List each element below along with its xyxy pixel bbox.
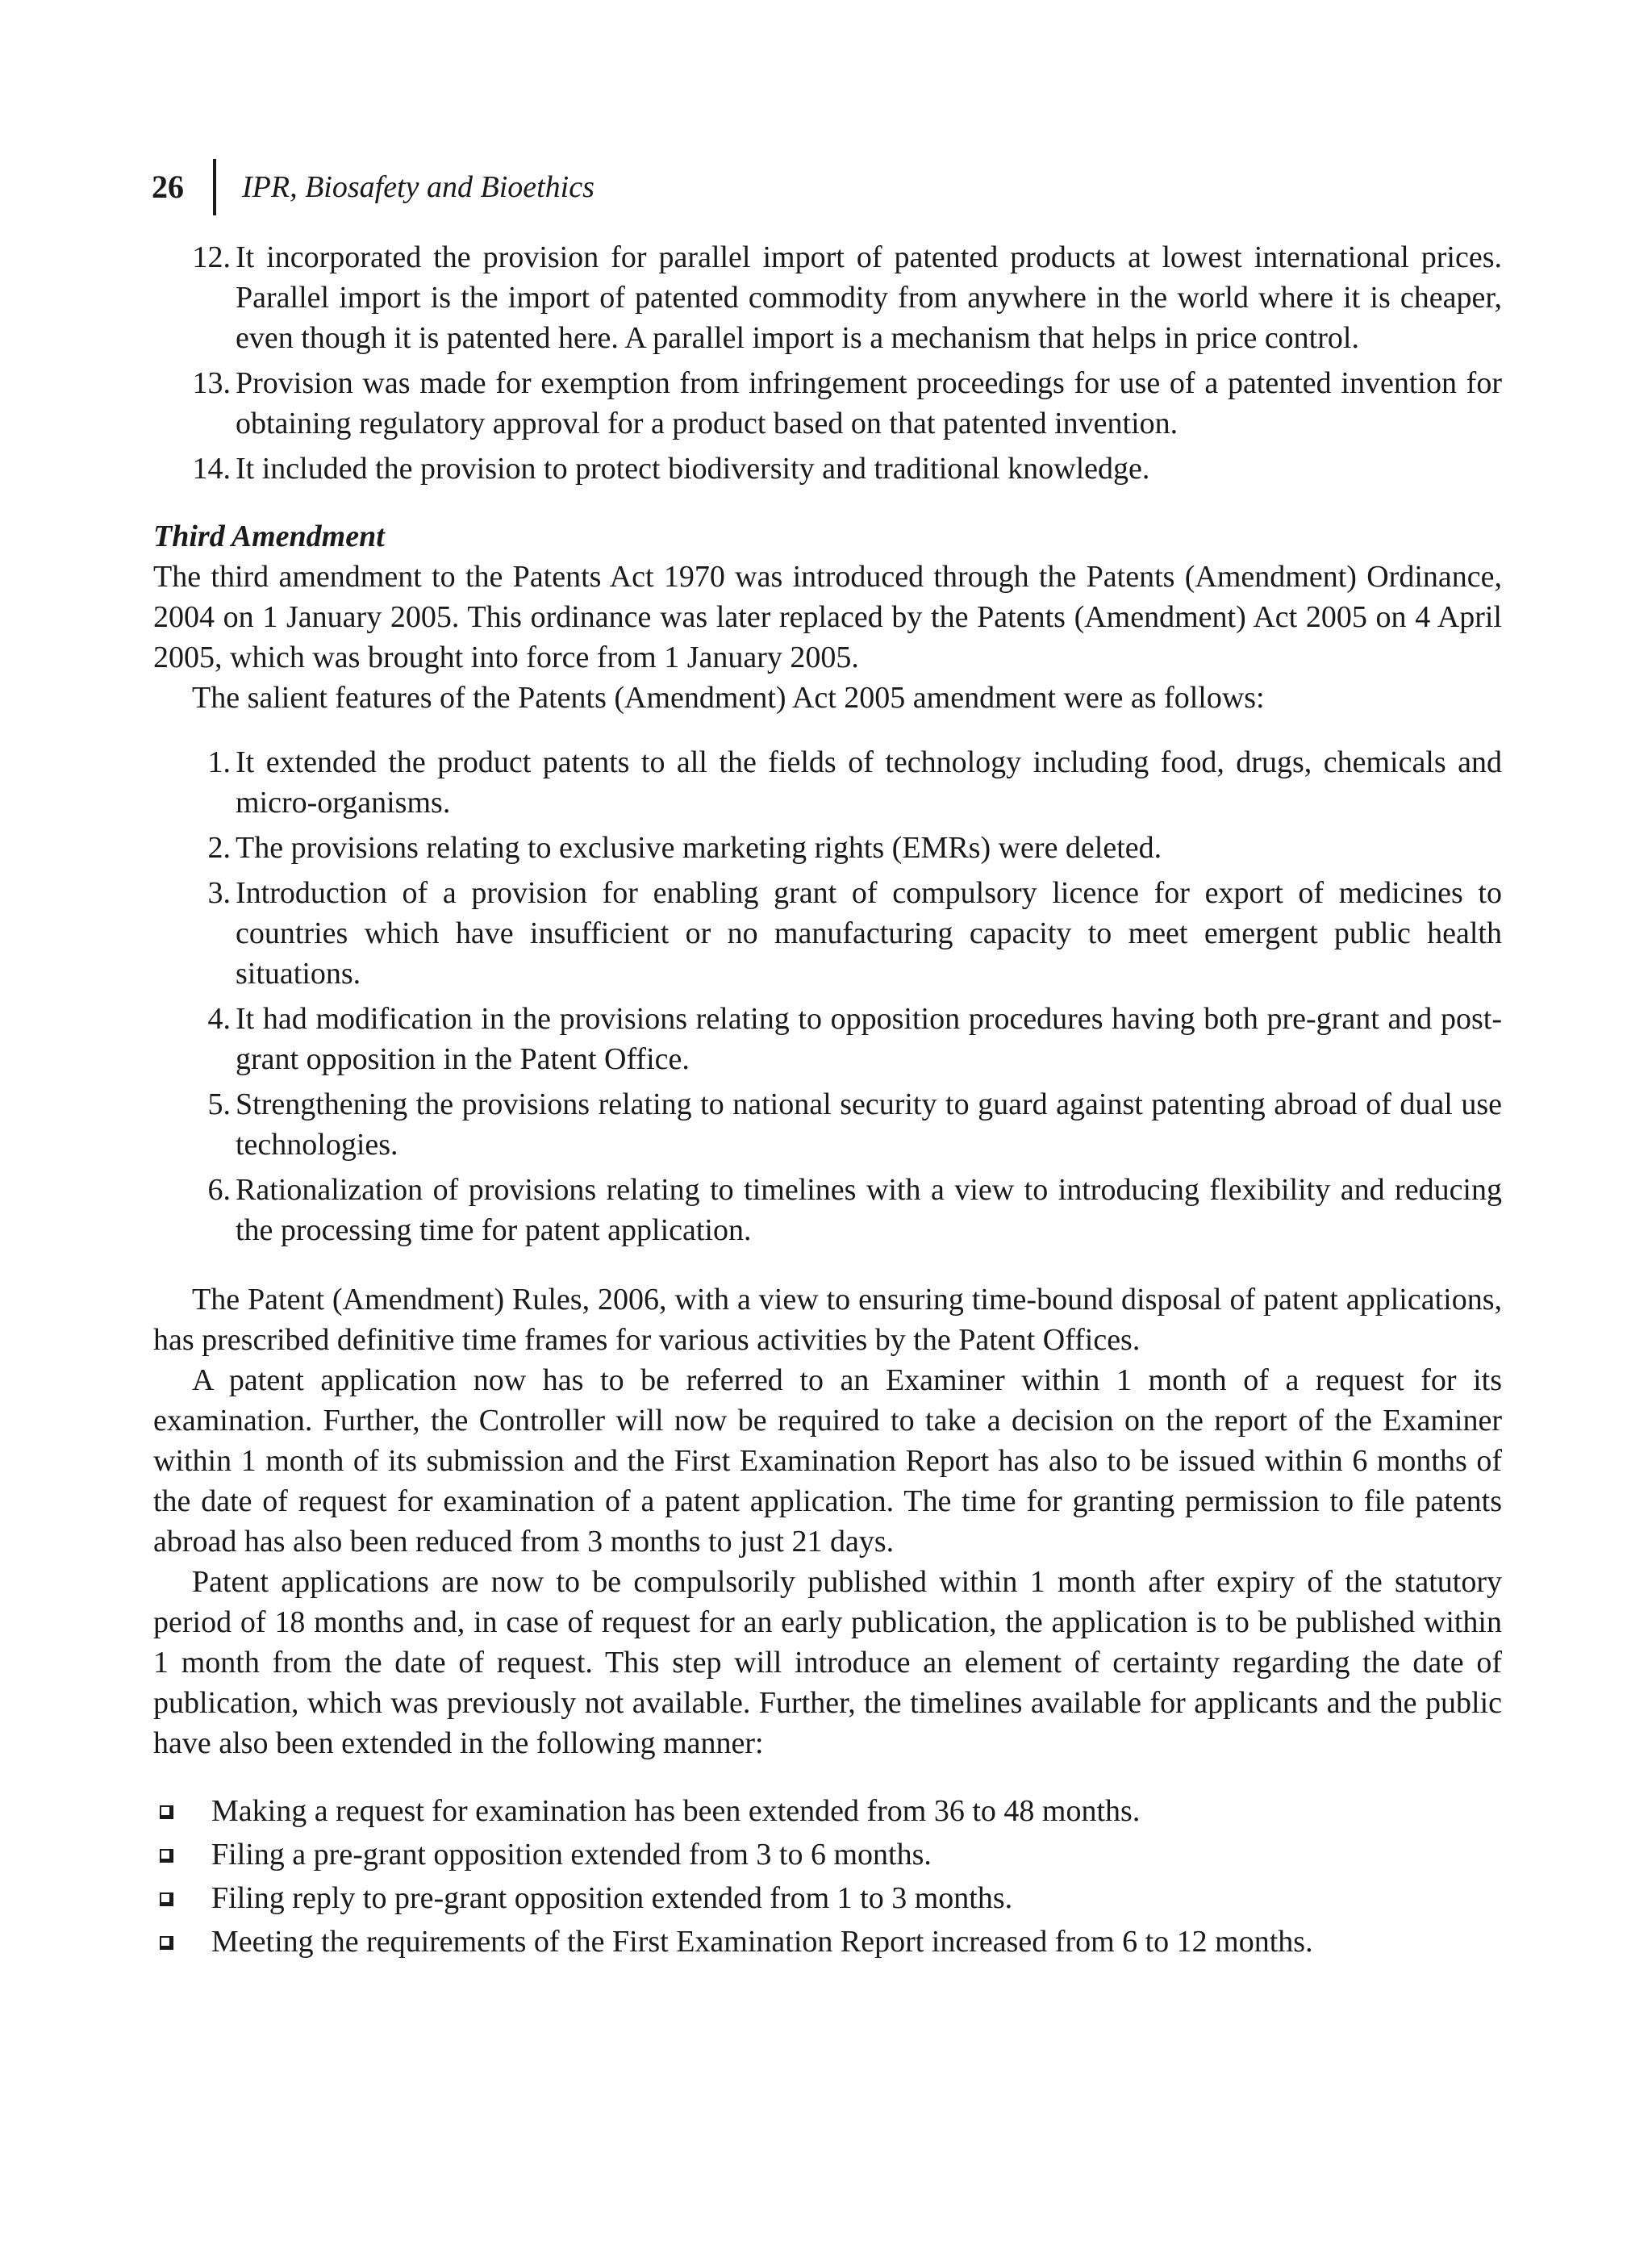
list-item-text: Provision was made for exemption from infringement proceedings for use of a patented invention for obtaining regulatory approval for a product based on that patented invention.: [236, 366, 1502, 440]
spacer: [153, 718, 1502, 742]
list-item: [153, 1170, 1502, 1250]
list-item: [153, 237, 1502, 358]
checkbox-bullet-icon: [160, 1805, 173, 1819]
list-item-number: 13.: [192, 366, 231, 400]
list-item-text: Strengthening the provisions relating to national security to guard against patenting abroad of dual use technologies.: [236, 1087, 1502, 1162]
section-intro-paragraph: The third amendment to the Patents Act 1970 was introduced through the Patents (Amendment) Ordinance, 2004 on 1 January 2005. This ordinance was later replaced by the Patents (Amendment) Act 2005 on 4 April 2005, which was brought into force from 1 January 2005.: [153, 560, 1502, 674]
list-item-text: The provisions relating to exclusive marketing rights (EMRs) were deleted.: [236, 831, 1162, 865]
list-item-text: Rationalization of provisions relating to timelines with a view to introducing flexibility and reducing the processing time for patent application.: [236, 1173, 1502, 1247]
list-item: [153, 1084, 1502, 1165]
list-item-number: 1.: [207, 745, 231, 779]
bullet-item: [153, 1922, 1502, 1962]
list-item-number: 5.: [207, 1087, 231, 1121]
checkbox-bullet-icon: [160, 1849, 173, 1863]
bullet-item: [153, 1878, 1502, 1918]
list-item: [153, 828, 1502, 868]
bullet-text: Filing a pre-grant opposition extended from 3 to 6 months.: [211, 1838, 932, 1872]
features-lead-in: The salient features of the Patents (Amendment) Act 2005 amendment were as follows:: [192, 681, 1265, 715]
list-item-text: Introduction of a provision for enabling grant of compulsory licence for export of medicines to countries which have insufficient or no manufacturing capacity to meet emergent public health situations.: [236, 876, 1502, 991]
bullet-text: Filing reply to pre-grant opposition extended from 1 to 3 months.: [211, 1881, 1013, 1915]
header-divider: [213, 159, 216, 215]
list-item-text: It had modification in the provisions relating to opposition procedures having both pre-grant and post-grant opposition in the Patent Office.: [236, 1002, 1502, 1076]
list-item: [153, 873, 1502, 994]
list-item: [153, 449, 1502, 489]
spacer: [153, 1255, 1502, 1279]
list-item-number: 14.: [192, 452, 231, 486]
list-item: [153, 999, 1502, 1079]
running-title: IPR, Biosafety and Bioethics: [242, 170, 594, 204]
list-item-text: It incorporated the provision for parallel import of patented products at lowest international prices. Parallel import is the import of patented commodity from anywhere in the world where it is cheaper, even though it is patented here. A parallel import is a mechanism that helps in price control.: [236, 240, 1502, 355]
list-item: [153, 742, 1502, 823]
page-number: 26: [152, 169, 184, 205]
list-item-number: 6.: [207, 1173, 231, 1207]
list-item-number: 2.: [207, 831, 231, 865]
body-paragraph: A patent application now has to be referred to an Examiner within 1 month of a request for its examination. Further, the Controller will now be required to take a decision on the report of the Examiner within 1 month of its submission and the First Examination Report has also to be issued within 6 months of the date of request for examination of a patent application. The time for granting permission to file patents abroad has also been reduced from 3 months to just 21 days.: [153, 1363, 1502, 1559]
bullet-item: [153, 1791, 1502, 1831]
list-item-number: 12.: [192, 240, 231, 274]
list-item-text: It included the provision to protect biodiversity and traditional knowledge.: [236, 452, 1150, 486]
running-head: [152, 158, 1502, 216]
section-heading: Third Amendment: [153, 520, 385, 553]
body-paragraph: Patent applications are now to be compulsorily published within 1 month after expiry of the statutory period of 18 months and, in case of request for an early publication, the application is to be published within 1 month from the date of request. This step will introduce an element of certainty regarding the date of publication, which was previously not available. Further, the timelines available for applicants and the public have also been extended in the following manner:: [153, 1565, 1502, 1760]
bullet-text: Meeting the requirements of the First Examination Report increased from 6 to 12 months.: [211, 1925, 1313, 1959]
body-paragraph: The Patent (Amendment) Rules, 2006, with a view to ensuring time-bound disposal of patent applications, has prescribed definitive time frames for various activities by the Patent Offices.: [153, 1283, 1502, 1357]
spacer: [153, 1763, 1502, 1791]
timeline-bullet-list: [153, 1791, 1502, 1962]
page: [153, 158, 1502, 1965]
checkbox-bullet-icon: [160, 1936, 173, 1950]
list-item-number: 4.: [207, 1002, 231, 1036]
bullet-item: [153, 1834, 1502, 1875]
features-numbered-list: [153, 742, 1502, 1250]
bullet-text: Making a request for examination has been extended from 36 to 48 months.: [211, 1794, 1141, 1828]
list-item-number: 3.: [207, 876, 231, 910]
checkbox-bullet-icon: [160, 1893, 173, 1906]
continued-numbered-list: [153, 237, 1502, 489]
list-item: [153, 363, 1502, 444]
list-item-text: It extended the product patents to all the fields of technology including food, drugs, chemicals and micro-organisms.: [236, 745, 1502, 820]
